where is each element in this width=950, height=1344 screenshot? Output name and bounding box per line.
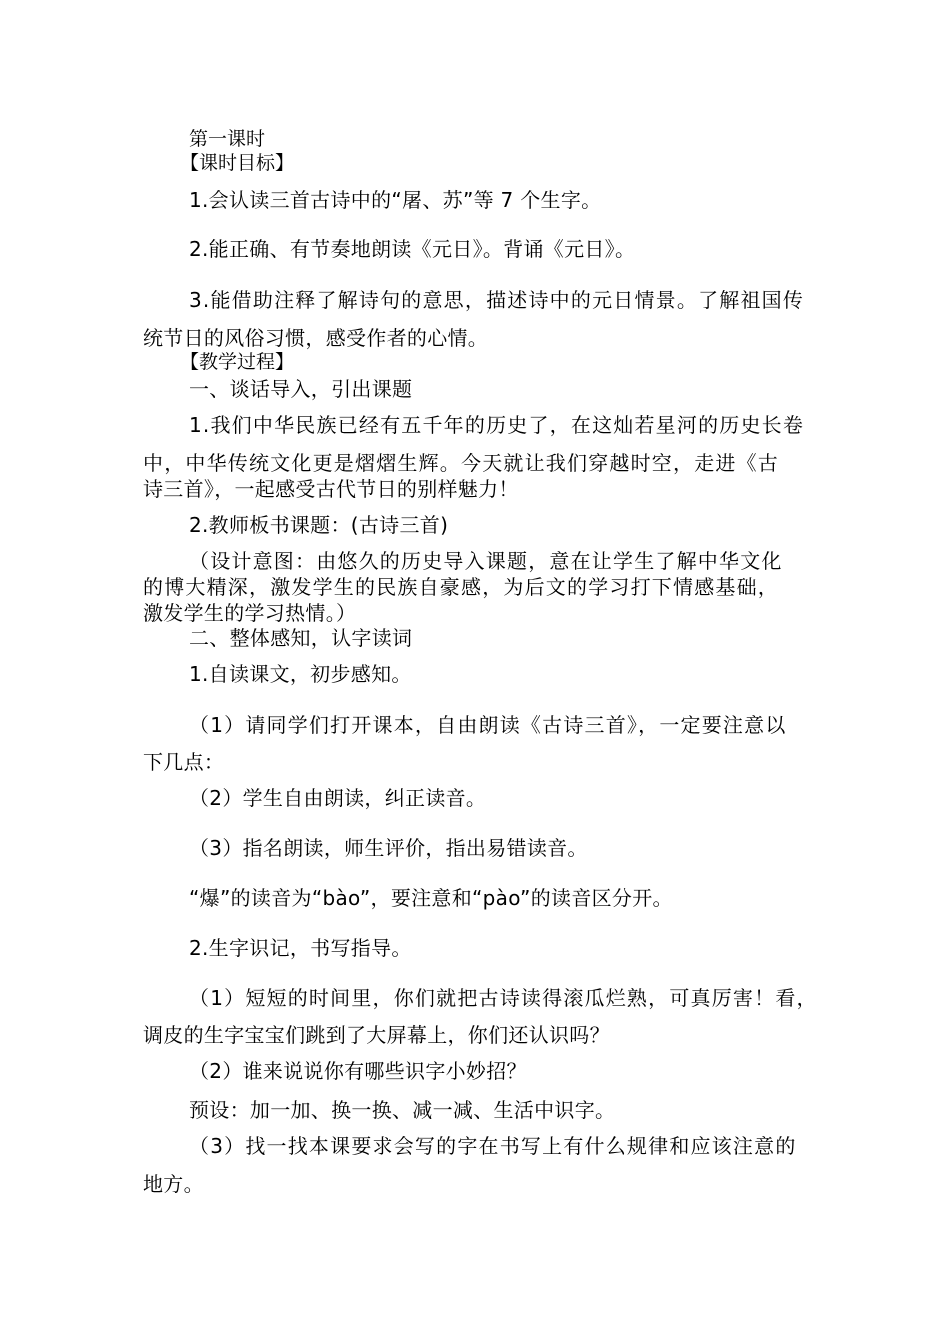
paragraph-line: 预设：加一加、换一换、减一减、生活中识字。 xyxy=(189,1098,616,1122)
paragraph-line: （3）指名朗读，师生评价，指出易错读音。 xyxy=(189,836,588,860)
section-heading-process: 【教学过程】 xyxy=(180,351,295,373)
paragraph-line: 1.自读课文，初步感知。 xyxy=(189,662,412,686)
paragraph-line: （1）请同学们打开课本，自由朗读《古诗三首》，一定要注意以 xyxy=(189,713,787,737)
goal-item-continued: 统节日的风俗习惯，感受作者的心情。 xyxy=(143,326,489,350)
paragraph-line: “爆”的读音为“bào”，要注意和“pào”的读音区分开。 xyxy=(189,886,673,910)
paragraph-line: 下几点： xyxy=(143,750,225,774)
goal-item: 2.能正确、有节奏地朗读《元日》。背诵《元日》。 xyxy=(189,237,636,261)
design-note-line: （设计意图：由悠久的历史导入课题，意在让学生了解中华文化 xyxy=(189,549,783,573)
paragraph-line: 1.我们中华民族已经有五千年的历史了，在这灿若星河的历史长卷 xyxy=(189,413,805,437)
design-note-line: 的博大精深，激发学生的民族自豪感，为后文的学习打下情感基础， xyxy=(143,575,779,599)
goal-item: 3.能借助注释了解诗句的意思，描述诗中的元日情景。了解祖国传 xyxy=(189,288,805,312)
design-note-line: 激发学生的学习热情。） xyxy=(143,601,357,625)
subsection-heading: 二、整体感知，认字读词 xyxy=(189,626,413,650)
paragraph-line: 2.教师板书课题：(古诗三首) xyxy=(189,513,449,537)
paragraph-line: 中，中华传统文化更是熠熠生辉。今天就让我们穿越时空，走进《古 xyxy=(143,451,779,475)
paragraph-line: 调皮的生字宝宝们跳到了大屏幕上，你们还认识吗？ xyxy=(143,1023,610,1047)
paragraph-line: 诗三首》，一起感受古代节日的别样魅力！ xyxy=(143,477,519,501)
subsection-heading: 一、谈话导入，引出课题 xyxy=(189,377,413,401)
paragraph-line: （2）谁来说说你有哪些识字小妙招？ xyxy=(189,1059,527,1083)
section-heading-goals: 【课时目标】 xyxy=(180,152,295,174)
lesson-heading: 第一课时 xyxy=(189,128,266,150)
paragraph-line: （2）学生自由朗读，纠正读音。 xyxy=(189,786,487,810)
paragraph-line: （3）找一找本课要求会写的字在书写上有什么规律和应该注意的 xyxy=(189,1134,797,1158)
paragraph-line: （1）短短的时间里，你们就把古诗读得滚瓜烂熟，可真厉害！看， xyxy=(189,986,818,1010)
paragraph-line: 2.生字识记，书写指导。 xyxy=(189,936,412,960)
goal-item: 1.会认读三首古诗中的“屠、苏”等 7 个生字。 xyxy=(189,188,602,212)
paragraph-line: 地方。 xyxy=(143,1172,204,1196)
